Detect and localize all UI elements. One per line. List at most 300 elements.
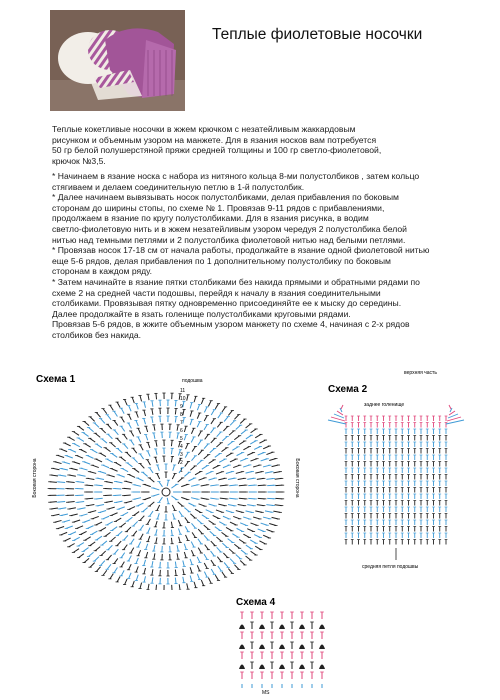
stitch-mark (222, 543, 227, 547)
stitch-mark (201, 580, 203, 586)
stitch-mark (204, 425, 207, 430)
stitch-mark (237, 453, 243, 456)
stitch-mark (140, 516, 144, 521)
scheme-1-sole-label: подошва (182, 378, 203, 384)
row-number: 1 (180, 468, 183, 474)
stitch-mark (228, 569, 232, 574)
stitch-mark (101, 429, 106, 434)
stitch-mark (149, 468, 153, 473)
stitch-mark (140, 445, 143, 450)
stitch-mark (80, 531, 86, 534)
stitch-mark (129, 573, 131, 579)
stitch-mark (114, 558, 118, 563)
stitch-mark (107, 564, 111, 569)
stitch-mark (148, 394, 149, 400)
stitch-mark (140, 525, 144, 530)
stitch-mark (69, 437, 75, 440)
scheme-4-ms-label: MS (262, 690, 270, 696)
shell-stitch (299, 625, 305, 630)
stitch-mark (69, 544, 75, 547)
stitch-mark (190, 576, 192, 582)
stitch-mark (192, 446, 195, 451)
text-line: еще 5-6 рядов, делая прибавления по 1 дополнительному полустолбику по боковым (52, 255, 391, 266)
stitch-mark (134, 469, 139, 473)
stitch-mark (120, 523, 125, 527)
scheme-2-bottom-label: средняя петля подошвы (362, 564, 419, 570)
stitch-mark (206, 510, 212, 513)
stitch-mark (138, 437, 141, 443)
shell-stitch (279, 665, 285, 670)
stitch-mark (175, 578, 176, 584)
stitch-mark (136, 575, 138, 581)
stitch-mark (171, 538, 172, 544)
stitch-mark (152, 569, 153, 575)
stitch-mark (100, 453, 106, 456)
stitch-mark (152, 417, 153, 423)
stitch-mark (115, 463, 121, 466)
stitch-mark (111, 537, 116, 541)
stitch-mark (222, 532, 227, 536)
stitch-mark (246, 556, 251, 560)
stitch-mark (184, 472, 189, 476)
shell-stitch (299, 665, 305, 670)
stitch-mark (144, 402, 145, 408)
shell-stitch (319, 625, 325, 630)
stitch-mark (171, 522, 172, 528)
stitch-mark (198, 529, 202, 534)
stitch-mark (107, 415, 111, 420)
stitch-mark (177, 425, 178, 431)
shell-stitch (259, 665, 265, 670)
row-number: 10 (180, 396, 186, 402)
row-number: 7 (180, 420, 183, 426)
stitch-mark (172, 505, 175, 511)
stitch-mark (177, 545, 178, 551)
socks-photo (50, 10, 185, 111)
stitch-mark (96, 567, 100, 572)
stitch-mark (120, 457, 125, 461)
stitch-mark (246, 424, 251, 428)
stitch-mark (128, 556, 131, 561)
stitch-mark (208, 401, 211, 407)
text-line: * Начинаем в язание носка с набора из нитяного кольца 8-ми полустолбиков , затем кольцо (52, 171, 420, 181)
stitch-mark (188, 503, 194, 506)
stitch-mark (223, 465, 229, 468)
stitch-mark (197, 557, 200, 563)
stitch-mark (155, 521, 157, 527)
stitch-mark (155, 457, 157, 463)
stitch-mark (115, 518, 121, 521)
stitch-mark (111, 469, 117, 472)
stitch-mark (192, 532, 195, 537)
stitch-mark (197, 519, 202, 523)
stitch-mark (101, 419, 105, 424)
stitch-mark (191, 456, 195, 461)
stitch-mark (124, 535, 128, 540)
stitch-mark (159, 482, 163, 487)
stitch-mark (226, 453, 232, 456)
stitch-mark (183, 418, 184, 424)
stitch-mark (96, 536, 101, 540)
stitch-mark (131, 539, 135, 544)
stitch-mark (178, 502, 183, 506)
stitch-mark (240, 561, 245, 565)
stitch-mark (156, 441, 157, 447)
stitch-mark (254, 446, 260, 449)
stitch-mark (236, 554, 241, 558)
stitch-mark (211, 419, 214, 424)
text-line: сторонам в каждом ряду. (52, 266, 152, 277)
stitch-mark (105, 532, 110, 536)
stitch-mark (230, 522, 236, 525)
stitch-mark (183, 409, 184, 415)
stitch-mark (228, 539, 233, 543)
scheme-4-stitch-grid (239, 612, 325, 688)
stitch-mark (211, 569, 214, 574)
stitch-mark (234, 544, 239, 548)
stitch-mark (129, 564, 132, 570)
stitch-mark (228, 441, 233, 445)
text-line: Теплые кокетливые носочки в жжем крючком с незатейливым жаккардовым (52, 124, 356, 134)
stitch-mark (132, 581, 134, 587)
stitch-mark (126, 452, 131, 457)
stitch-mark (215, 527, 220, 531)
stitch-mark (190, 514, 195, 518)
shell-stitch (299, 645, 305, 650)
stitch-mark (246, 435, 252, 439)
stitch-mark (127, 517, 132, 521)
stitch-mark (131, 440, 135, 445)
stitch-mark (210, 448, 215, 452)
text-line: столбиками. Провязывая пятку одновременно присоединяйте ее к мыску до середины. (52, 298, 402, 309)
scheme-1-diagram (28, 368, 326, 590)
stitch-mark (129, 475, 135, 478)
row-number: 8 (180, 412, 183, 418)
stitch-mark (152, 409, 153, 415)
stitch-mark (156, 585, 157, 590)
stitch-mark (219, 522, 225, 525)
stitch-mark (110, 574, 113, 579)
stitch-mark (190, 419, 192, 425)
stitch-mark (213, 515, 219, 518)
stitch-mark (178, 478, 183, 482)
stitch-mark (110, 405, 113, 410)
stitch-mark (100, 527, 106, 530)
stitch-mark (185, 517, 189, 522)
shell-stitch (239, 645, 245, 650)
stitch-mark (190, 466, 195, 470)
stitch-mark (136, 558, 138, 564)
stitch-mark (133, 521, 137, 526)
stitch-mark (117, 438, 121, 443)
stitch-mark (157, 465, 159, 471)
text-line: Далее продолжайте в язать голенище полустолбиками круговыми рядами. (52, 308, 351, 319)
stitch-mark (94, 423, 99, 428)
stitch-mark (234, 565, 238, 570)
shell-stitch (279, 645, 285, 650)
stitch-mark (197, 460, 202, 464)
stitch-mark (143, 472, 148, 476)
stitch-mark (117, 448, 122, 452)
stitch-mark (85, 537, 91, 540)
stitch-mark (230, 421, 234, 426)
stitch-mark (250, 441, 256, 444)
stitch-mark (148, 528, 151, 534)
stitch-mark (206, 472, 212, 475)
stitch-mark (177, 433, 178, 439)
stitch-mark (178, 520, 180, 526)
stitch-mark (259, 541, 265, 544)
stitch-mark (144, 560, 146, 566)
stitch-mark (108, 434, 113, 439)
stitch-mark (255, 434, 261, 437)
stitch-mark (95, 547, 100, 551)
stitch-mark (185, 526, 188, 531)
stitch-mark (190, 559, 192, 565)
stitch-mark (107, 424, 111, 429)
stitch-mark (183, 569, 184, 575)
stitch-mark (191, 523, 195, 528)
stitch-mark (149, 502, 154, 506)
stitch-mark (215, 575, 218, 580)
stitch-mark (154, 545, 155, 551)
stitch-mark (156, 449, 157, 455)
stitch-mark (230, 559, 234, 564)
stitch-mark (89, 552, 94, 556)
scheme-1-stitch-rings (48, 393, 285, 590)
stitch-mark (204, 563, 207, 568)
stitch-mark (90, 542, 95, 546)
stitch-mark (188, 478, 194, 481)
stitch-mark (140, 395, 142, 401)
stitch-mark (140, 534, 143, 539)
stitch-mark (219, 459, 225, 462)
text-line: рисунком и объемным узором на манжете. Для в язания носков вам потребуется (52, 134, 377, 145)
stitch-mark (236, 425, 241, 429)
stitch-mark (223, 553, 227, 558)
stitch-mark (112, 453, 117, 457)
stitch-mark (167, 498, 168, 504)
stitch-mark (70, 532, 76, 535)
stitch-mark (190, 567, 192, 573)
stitch-mark (184, 508, 189, 512)
stitch-mark (103, 570, 107, 575)
stitch-mark (216, 443, 221, 447)
text-line: столбиков без накида. (52, 329, 142, 340)
stitch-mark (198, 431, 201, 436)
stitch-mark (183, 401, 184, 407)
stitch-mark (96, 522, 102, 525)
stitch-mark (205, 434, 209, 439)
stitch-mark (125, 579, 128, 585)
stitch-mark (183, 577, 184, 583)
scheme-2-title: Схема 2 (328, 384, 368, 395)
stitch-mark (117, 402, 120, 407)
stitch-mark (185, 452, 188, 457)
stitch-mark (90, 417, 95, 422)
stitch-mark (138, 542, 141, 548)
stitch-mark (114, 420, 118, 425)
stitch-mark (209, 460, 215, 464)
stitch-mark (190, 403, 192, 409)
stitch-mark (187, 583, 188, 589)
stitch-mark (148, 442, 150, 448)
stitch-mark (172, 474, 175, 480)
stitch-mark (87, 456, 93, 459)
stitch-mark (70, 449, 76, 452)
stitch-mark (129, 414, 132, 420)
stitch-mark (157, 505, 160, 511)
scheme-1-title: Схема 1 (36, 374, 76, 385)
stitch-mark (108, 545, 113, 550)
stitch-mark (234, 415, 238, 420)
stitch-mark (198, 450, 202, 455)
text-line: продолжаем в язание по кругу полустолбиками. Для в язания рисунка, в водим (52, 213, 369, 224)
stitch-mark (175, 562, 176, 568)
stitch-mark (251, 551, 256, 555)
text-line: Провязав 5-6 рядов, в жжите объемным узором манжету по схеме 4, начиная с 2-х рядов (52, 319, 410, 330)
text-line: светло-фиолетовую нить и в жжем незатейливым узором чередуя 2 полустолбика белой (52, 223, 407, 234)
stitch-mark (204, 407, 207, 413)
stitch-mark (179, 584, 180, 590)
stitch-mark (211, 551, 215, 556)
stitch-mark (92, 531, 98, 534)
stitch-mark (121, 562, 124, 567)
stitch-mark (204, 572, 207, 578)
stitch-mark (148, 536, 150, 542)
stitch-mark (114, 549, 118, 554)
stitch-mark (149, 511, 153, 516)
stitch-mark (195, 471, 201, 474)
stitch-mark (197, 405, 199, 411)
stitch-mark (140, 454, 144, 459)
stitch-mark (211, 428, 215, 433)
stitch-mark (146, 435, 148, 441)
stitch-mark (211, 410, 214, 415)
stitch-mark (198, 440, 202, 445)
stitch-mark (208, 578, 211, 584)
instructions-paragraph (52, 171, 429, 341)
stitch-mark (226, 527, 232, 530)
stitch-mark (218, 566, 222, 571)
stitch-mark (103, 516, 109, 519)
stitch-mark (183, 561, 184, 567)
stitch-mark (112, 527, 117, 531)
stitch-mark (143, 508, 148, 512)
stitch-mark (79, 554, 84, 558)
stitch-mark (173, 513, 175, 519)
stitch-mark (96, 444, 101, 448)
stitch-mark (117, 531, 122, 535)
stitch-mark (187, 395, 188, 401)
stitch-mark (209, 521, 215, 525)
text-line: * Провязав носок 17-18 см от начала работы, продолжайте в язание одной фиолетовой нитью (52, 245, 430, 256)
stitch-mark (117, 576, 120, 581)
stitch-mark (175, 400, 176, 406)
stitch-mark (156, 393, 157, 399)
stitch-mark (107, 522, 113, 525)
stitch-mark (94, 557, 99, 562)
stitch-mark (137, 478, 143, 481)
stitch-mark (171, 530, 172, 536)
stitch-mark (211, 560, 214, 565)
stitch-mark (341, 405, 343, 409)
stitch-mark (92, 450, 98, 453)
stitch-mark (197, 574, 199, 580)
stitch-mark (217, 422, 221, 427)
stitch-mark (223, 516, 229, 519)
stitch-mark (117, 541, 121, 546)
stitch-mark (96, 413, 100, 418)
stitch-mark (211, 541, 215, 546)
text-line: * Далее начинаем вывязывать носок полустолбиками, делая прибавления по боковым (52, 192, 399, 203)
stitch-mark (250, 540, 256, 543)
stitch-mark (131, 548, 134, 553)
stitch-mark (215, 453, 220, 457)
stitch-mark (144, 568, 146, 574)
stitch-mark (210, 531, 215, 535)
shell-stitch (319, 645, 325, 650)
stitch-mark (204, 525, 209, 529)
stitch-mark (239, 441, 245, 445)
stitch-mark (191, 428, 193, 434)
stitch-mark (173, 465, 175, 471)
text-line: * Затем начинайте в язание пятки столбиками без накида прямыми и обратными рядами по (52, 276, 420, 287)
shell-stitch (239, 665, 245, 670)
stitch-mark (95, 433, 100, 437)
stitch-mark (202, 515, 208, 519)
stitch-mark (171, 496, 176, 500)
stitch-mark (222, 448, 227, 452)
stitch-mark (128, 423, 131, 428)
stitch-mark (204, 455, 209, 459)
stitch-mark (140, 464, 144, 469)
stitch-mark (157, 474, 160, 480)
scheme-4-title: Схема 4 (236, 597, 276, 608)
stitch-mark (89, 428, 94, 432)
stitch-mark (228, 411, 232, 416)
stitch-mark (64, 538, 70, 541)
stitch-mark (204, 444, 208, 449)
text-line: нитью над темными петлями и 2 полустолбика фиолетовой нитью над белыми петлями. (52, 234, 406, 245)
stitch-mark (83, 548, 88, 552)
stitch-mark (136, 404, 138, 410)
stitch-mark (232, 534, 238, 538)
stitch-mark (154, 425, 155, 431)
stitch-mark (122, 512, 128, 515)
stitch-mark (202, 466, 208, 470)
stitch-mark (64, 443, 70, 446)
stitch-mark (122, 468, 128, 471)
stitch-mark (121, 417, 124, 422)
stitch-mark (263, 535, 269, 538)
stitch-mark (111, 443, 116, 447)
scheme-1-left-side-label: Боковая сторона (32, 458, 38, 498)
stitch-mark (179, 511, 183, 516)
stitch-mark (251, 429, 256, 433)
intro-paragraph (52, 124, 381, 166)
stitch-mark (83, 433, 88, 437)
stitch-mark (78, 543, 84, 547)
stitch-mark (179, 537, 181, 543)
shell-stitch (259, 625, 265, 630)
stitch-mark (103, 465, 109, 468)
stitch-mark (125, 399, 128, 405)
stitch-mark (144, 576, 145, 582)
stitch-mark (111, 513, 117, 516)
stitch-mark (222, 572, 226, 577)
row-number: 3 (180, 452, 183, 458)
